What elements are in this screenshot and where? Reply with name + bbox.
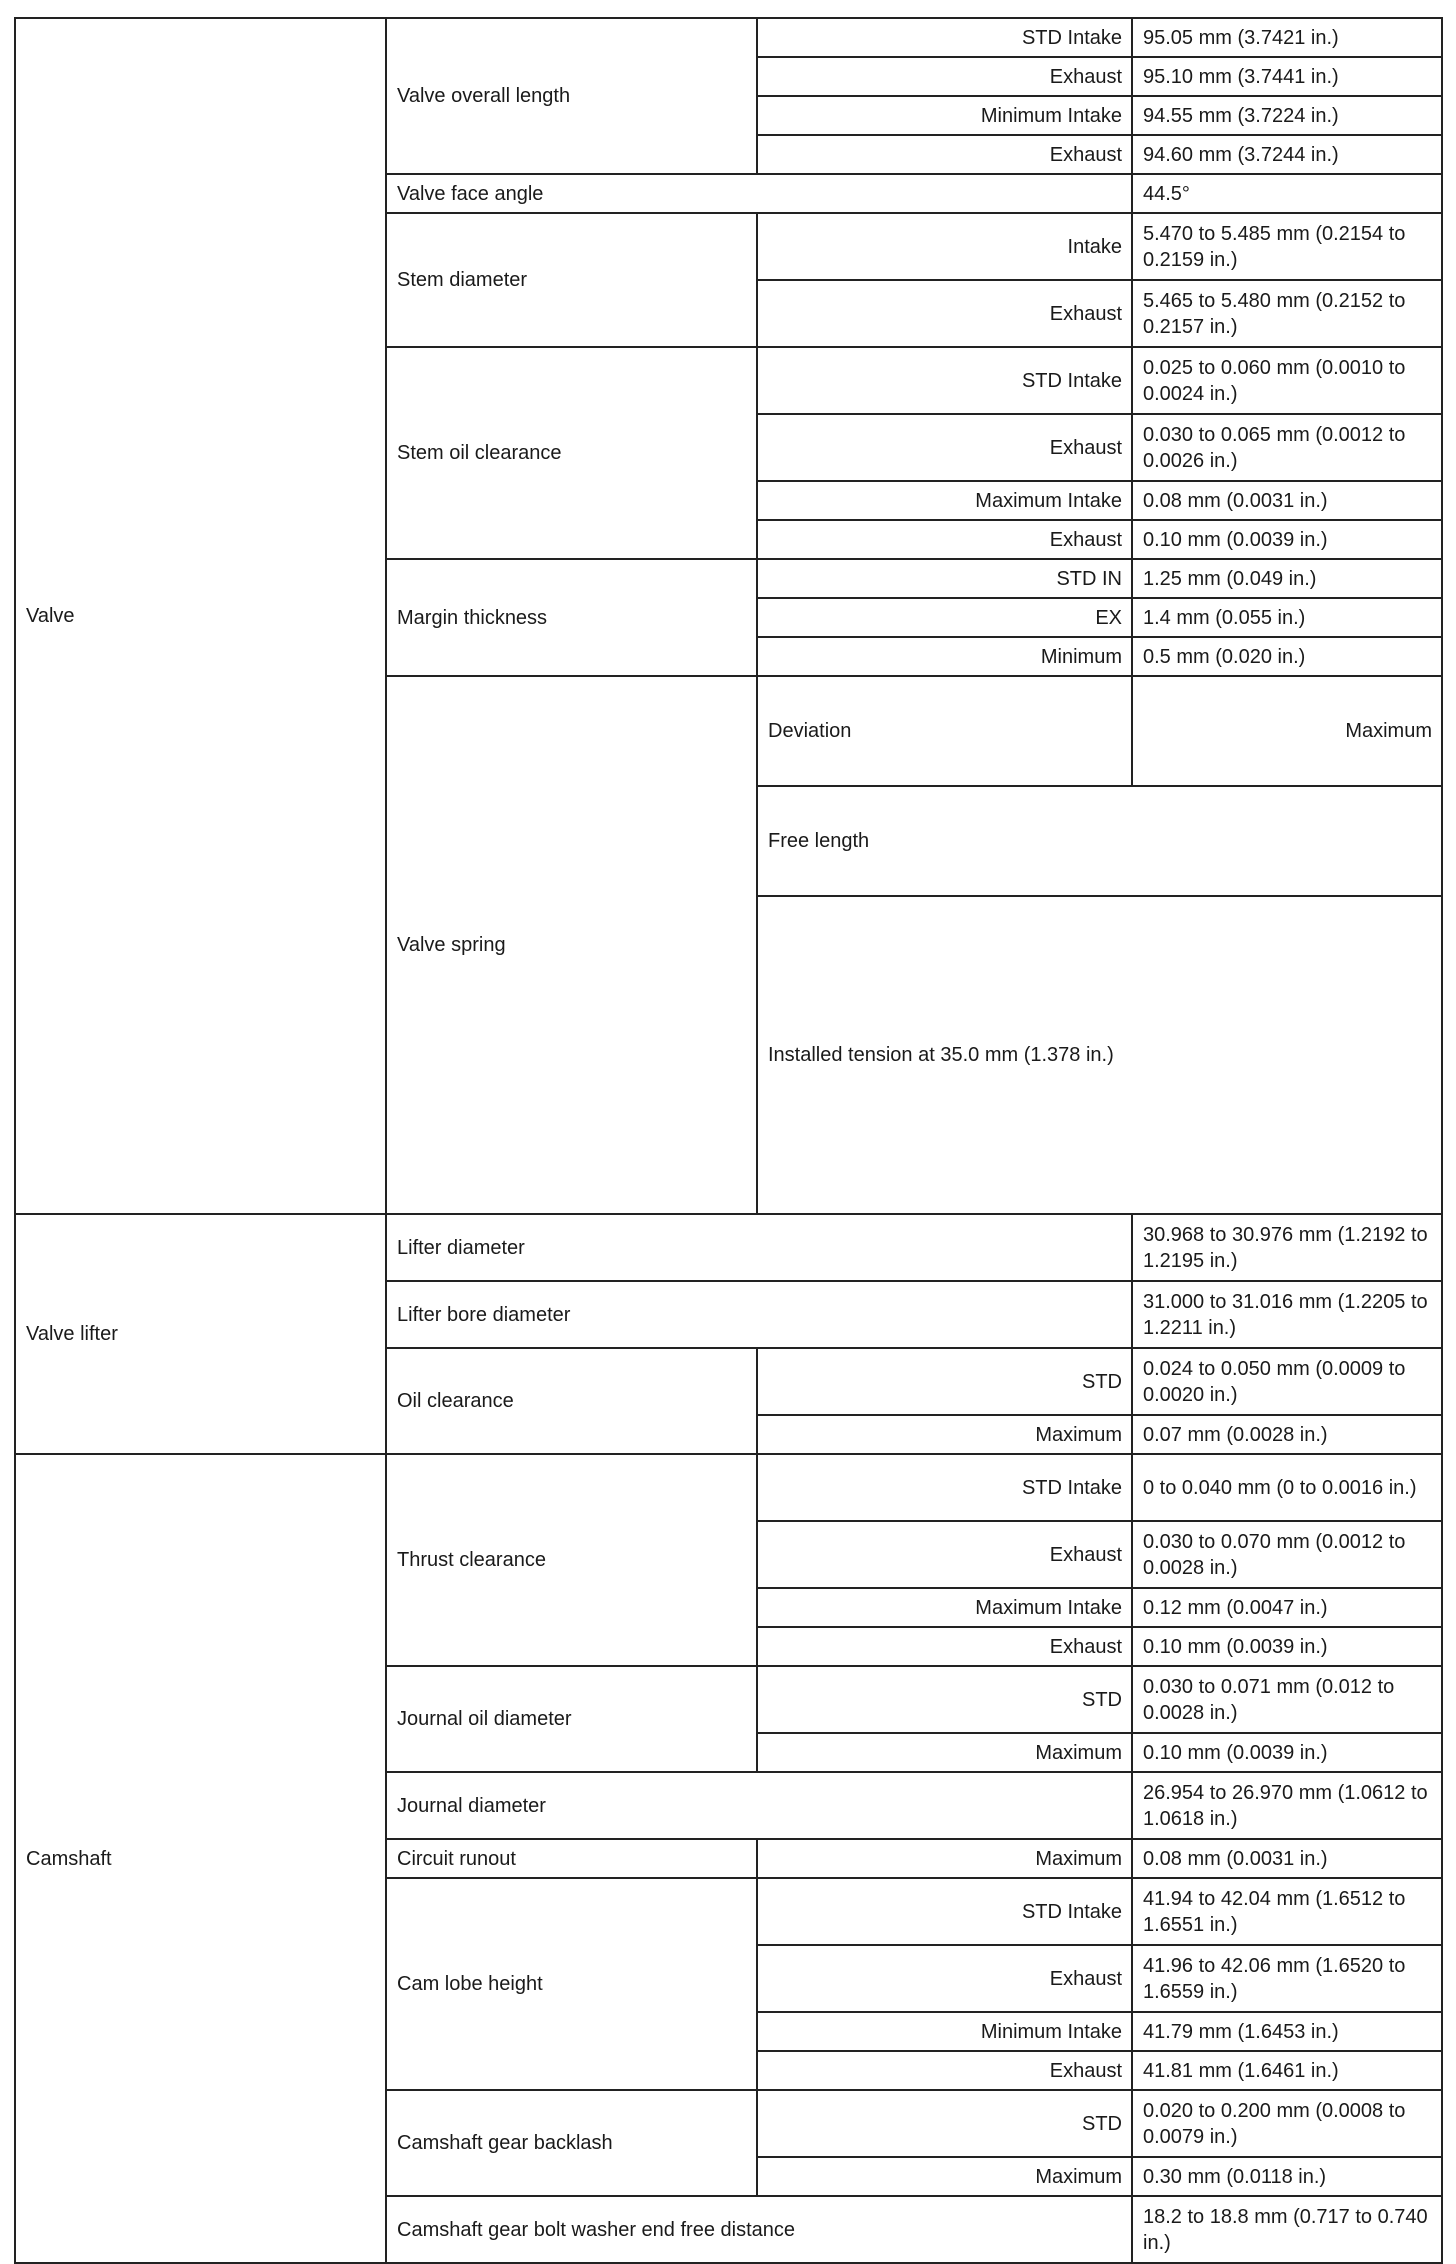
table-row: [15, 18, 1442, 57]
category-valve-spring: Valve spring: [386, 676, 757, 1214]
category-valve: Valve: [15, 18, 386, 1214]
value-cell: 0.10 mm (0.0039 in.): [1132, 520, 1442, 559]
condition-cell: Intake: [757, 213, 1132, 280]
value-cell: 41.96 to 42.06 mm (1.6520 to 1.6559 in.): [1132, 1945, 1442, 2012]
value-cell: 0.10 mm (0.0039 in.): [1132, 1733, 1442, 1772]
item-stem-diameter: Stem diameter: [386, 213, 757, 347]
condition-cell: STD: [757, 1348, 1132, 1415]
value-cell: 0.5 mm (0.020 in.): [1132, 637, 1442, 676]
value-cell: 0.08 mm (0.0031 in.): [1132, 481, 1442, 520]
value-cell: 0.030 to 0.070 mm (0.0012 to 0.0028 in.): [1132, 1521, 1442, 1588]
value-cell: 94.60 mm (3.7244 in.): [1132, 135, 1442, 174]
item-valve-face-angle: Valve face angle: [386, 174, 1132, 213]
item-gear-bolt-washer-distance: Camshaft gear bolt washer end free distance: [386, 2196, 1132, 2263]
value-cell: 5.470 to 5.485 mm (0.2154 to 0.2159 in.): [1132, 213, 1442, 280]
item-stem-oil-clearance: Stem oil clearance: [386, 347, 757, 559]
value-cell: 0.07 mm (0.0028 in.): [1132, 1415, 1442, 1454]
item-free-length: Free length: [757, 786, 1442, 896]
condition-cell: STD Intake: [757, 1454, 1132, 1521]
value-cell: 0 to 0.040 mm (0 to 0.0016 in.): [1132, 1454, 1442, 1521]
condition-cell: Maximum: [757, 1415, 1132, 1454]
item-valve-overall-length: Valve overall length: [386, 18, 757, 174]
value-cell: 94.55 mm (3.7224 in.): [1132, 96, 1442, 135]
value-cell: 1.4 mm (0.055 in.): [1132, 598, 1442, 637]
condition-cell: Minimum: [757, 637, 1132, 676]
item-journal-diameter: Journal diameter: [386, 1772, 1132, 1839]
item-cam-lobe-height: Cam lobe height: [386, 1878, 757, 2090]
value-cell: 0.024 to 0.050 mm (0.0009 to 0.0020 in.): [1132, 1348, 1442, 1415]
condition-cell: STD Intake: [757, 18, 1132, 57]
item-margin-thickness: Margin thickness: [386, 559, 757, 676]
value-cell: 0.020 to 0.200 mm (0.0008 to 0.0079 in.): [1132, 2090, 1442, 2157]
table-row: [15, 1454, 1442, 1521]
item-circuit-runout: Circuit runout: [386, 1839, 757, 1878]
value-cell: 41.81 mm (1.6461 in.): [1132, 2051, 1442, 2090]
value-cell: 1.25 mm (0.049 in.): [1132, 559, 1442, 598]
category-valve-lifter: Valve lifter: [15, 1214, 386, 1454]
item-lifter-bore-diameter: Lifter bore diameter: [386, 1281, 1132, 1348]
condition-cell: Exhaust: [757, 1521, 1132, 1588]
item-lifter-diameter: Lifter diameter: [386, 1214, 1132, 1281]
value-cell: 0.025 to 0.060 mm (0.0010 to 0.0024 in.): [1132, 347, 1442, 414]
condition-cell: Maximum: [757, 2157, 1132, 2196]
value-cell: 95.10 mm (3.7441 in.): [1132, 57, 1442, 96]
condition-cell: STD IN: [757, 559, 1132, 598]
item-installed-tension: Installed tension at 35.0 mm (1.378 in.): [757, 896, 1442, 1214]
value-cell: 30.968 to 30.976 mm (1.2192 to 1.2195 in.): [1132, 1214, 1442, 1281]
value-cell: 26.954 to 26.970 mm (1.0612 to 1.0618 in.): [1132, 1772, 1442, 1839]
item-deviation: Deviation: [757, 676, 1132, 786]
item-journal-oil-diameter: Journal oil diameter: [386, 1666, 757, 1772]
condition-cell: Exhaust: [757, 520, 1132, 559]
condition-cell: Maximum: [1132, 676, 1442, 786]
value-cell: 95.05 mm (3.7421 in.): [1132, 18, 1442, 57]
table-row: [15, 1214, 1442, 1281]
value-cell: 41.94 to 42.04 mm (1.6512 to 1.6551 in.): [1132, 1878, 1442, 1945]
value-cell: 18.2 to 18.8 mm (0.717 to 0.740 in.): [1132, 2196, 1442, 2263]
condition-cell: Exhaust: [757, 2051, 1132, 2090]
condition-cell: Exhaust: [757, 57, 1132, 96]
condition-cell: Maximum Intake: [757, 481, 1132, 520]
condition-cell: STD Intake: [757, 347, 1132, 414]
spec-table: [14, 17, 1443, 2264]
item-camshaft-gear-backlash: Camshaft gear backlash: [386, 2090, 757, 2196]
condition-cell: Exhaust: [757, 1945, 1132, 2012]
value-cell: 0.030 to 0.071 mm (0.012 to 0.0028 in.): [1132, 1666, 1442, 1733]
condition-cell: EX: [757, 598, 1132, 637]
value-cell: 0.08 mm (0.0031 in.): [1132, 1839, 1442, 1878]
condition-cell: STD: [757, 2090, 1132, 2157]
value-cell: 41.79 mm (1.6453 in.): [1132, 2012, 1442, 2051]
condition-cell: Minimum Intake: [757, 2012, 1132, 2051]
value-cell: 31.000 to 31.016 mm (1.2205 to 1.2211 in.): [1132, 1281, 1442, 1348]
condition-cell: Exhaust: [757, 135, 1132, 174]
condition-cell: STD Intake: [757, 1878, 1132, 1945]
category-camshaft: Camshaft: [15, 1454, 386, 2263]
condition-cell: Maximum: [757, 1733, 1132, 1772]
condition-cell: Maximum Intake: [757, 1588, 1132, 1627]
value-cell: 0.12 mm (0.0047 in.): [1132, 1588, 1442, 1627]
condition-cell: Maximum: [757, 1839, 1132, 1878]
value-cell: 0.10 mm (0.0039 in.): [1132, 1627, 1442, 1666]
value-cell: 0.030 to 0.065 mm (0.0012 to 0.0026 in.): [1132, 414, 1442, 481]
value-cell: 44.5°: [1132, 174, 1442, 213]
condition-cell: Minimum Intake: [757, 96, 1132, 135]
condition-cell: Exhaust: [757, 280, 1132, 347]
value-cell: 0.30 mm (0.0118 in.): [1132, 2157, 1442, 2196]
item-oil-clearance: Oil clearance: [386, 1348, 757, 1454]
value-cell: 5.465 to 5.480 mm (0.2152 to 0.2157 in.): [1132, 280, 1442, 347]
condition-cell: Exhaust: [757, 1627, 1132, 1666]
item-thrust-clearance: Thrust clearance: [386, 1454, 757, 1666]
condition-cell: Exhaust: [757, 414, 1132, 481]
condition-cell: STD: [757, 1666, 1132, 1733]
